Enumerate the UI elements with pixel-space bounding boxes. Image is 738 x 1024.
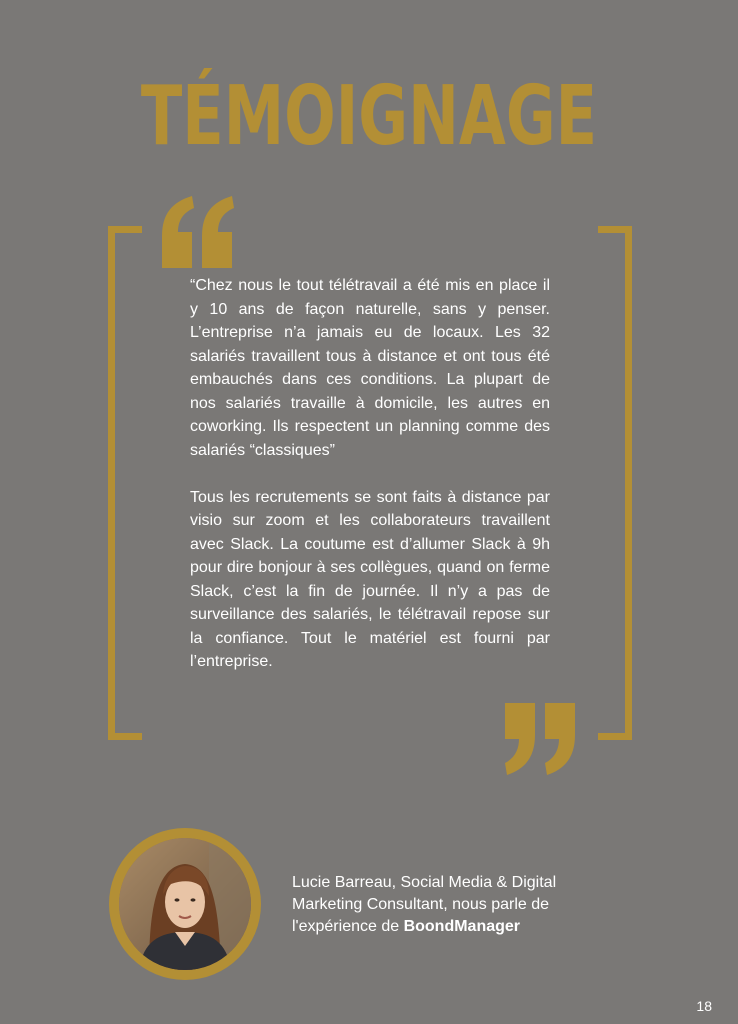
company-name: BoondManager [403,918,521,935]
portrait-photo-icon [119,838,251,970]
left-bracket [108,226,142,740]
close-quote-icon [503,703,583,775]
page-title: TÉMOIGNAGE [140,69,598,164]
author-caption [292,872,612,938]
author-caption-text: Lucie Barreau, Social Media & Digital Marketing Consultant, nous parle de l'expérience de [292,874,557,935]
testimonial-quote [190,274,550,697]
right-bracket [598,226,632,740]
open-quote-icon [158,196,238,268]
avatar [119,838,251,970]
quote-paragraph-2: Tous les recrutements se sont faits à distance par visio sur zoom et les collaborateurs travaillent avec Slack. La coutume est d’allumer Slack à 9h pour dire bonjour à ses collègues, quand on ferme Slack, c’est la fin de journée. Il n’y a pas de surveillance des salariés, le télétravail repose sur la confiance. Tout le matériel est fourni par l’entreprise. [190,488,550,670]
quote-paragraph-1: “Chez nous le tout télétravail a été mis en place il y 10 ans de façon naturelle, sans y penser. L’entreprise n’a jamais eu de locaux. Les 32 salariés travaillent tous à distance et ont tous été embauchés dans ces conditions. La plupart de nos salariés travaille à domicile, les autres en coworking. Ils respectent un planning comme des salariés “classiques” [190,277,550,459]
avatar-frame [109,828,261,980]
page-number: 18 [696,998,712,1014]
